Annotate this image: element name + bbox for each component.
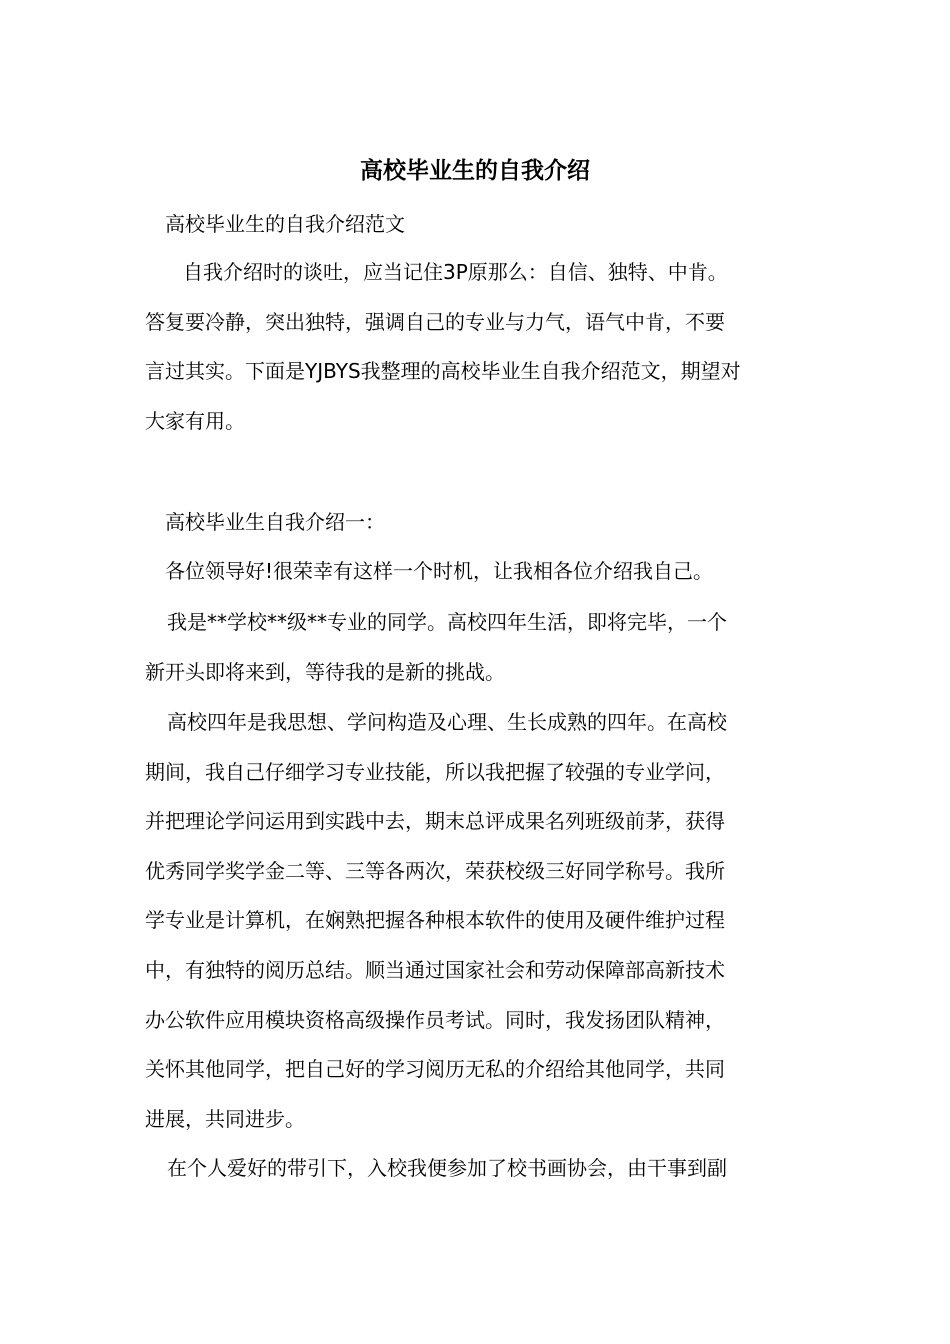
paragraph-line: 并把理论学问运用到实践中去，期末总评成果名列班级前茅，获得 xyxy=(145,809,725,834)
paragraph-line: 办公软件应用模块资格高级操作员考试。同时，我发扬团队精神， xyxy=(145,1007,725,1032)
intro-paragraph xyxy=(145,248,805,446)
subtitle-line: 高校毕业生的自我介绍范文 xyxy=(165,212,405,236)
paragraph-line: 期间，我自己仔细学习专业技能，所以我把握了较强的专业学问， xyxy=(145,759,725,784)
paragraph-line: 进展，共同进步。 xyxy=(145,1106,305,1131)
paragraph-line: 关怀其他同学，把自己好的学习阅历无私的介绍给其他同学，共同 xyxy=(145,1057,725,1082)
greeting-line: 各位领导好!很荣幸有这样一个时机，让我相各位介绍我自己。 xyxy=(165,559,714,583)
greeting-paragraph xyxy=(145,551,805,591)
intro-line: 自我介绍时的谈吐，应当记住3P原那么：自信、独特、中肯。 xyxy=(183,260,728,284)
paragraph-line: 我是**学校**级**专业的同学。高校四年生活，即将完毕，一个 xyxy=(167,610,727,634)
paragraph-line: 在个人爱好的带引下，入校我便参加了校书画协会，由干事到副 xyxy=(167,1156,727,1180)
section-heading xyxy=(145,502,805,542)
intro-line: 大家有用。 xyxy=(145,408,245,433)
paragraph-line: 学专业是计算机，在娴熟把握各种根本软件的使用及硬件维护过程 xyxy=(145,908,725,933)
body-paragraph-2 xyxy=(145,698,805,1144)
intro-line: 言过其实。下面是YJBYS我整理的高校毕业生自我介绍范文，期望对 xyxy=(145,359,741,384)
paragraph-line: 高校四年是我思想、学问构造及心理、生长成熟的四年。在高校 xyxy=(167,710,727,734)
paragraph-line: 中，有独特的阅历总结。顺当通过国家社会和劳动保障部高新技术 xyxy=(145,957,725,982)
body-paragraph-1 xyxy=(145,598,805,697)
document-subtitle xyxy=(145,204,805,244)
body-paragraph-3 xyxy=(145,1144,805,1194)
paragraph-line: 优秀同学奖学金二等、三等各两次，荣获校级三好同学称号。我所 xyxy=(145,858,725,883)
intro-line: 答复要冷静，突出独特，强调自己的专业与力气，语气中肯，不要 xyxy=(145,309,725,334)
section-heading-line: 高校毕业生自我介绍一： xyxy=(165,510,385,534)
paragraph-line: 新开头即将来到，等待我的是新的挑战。 xyxy=(145,659,505,684)
document-title: 高校毕业生的自我介绍 xyxy=(360,157,590,184)
